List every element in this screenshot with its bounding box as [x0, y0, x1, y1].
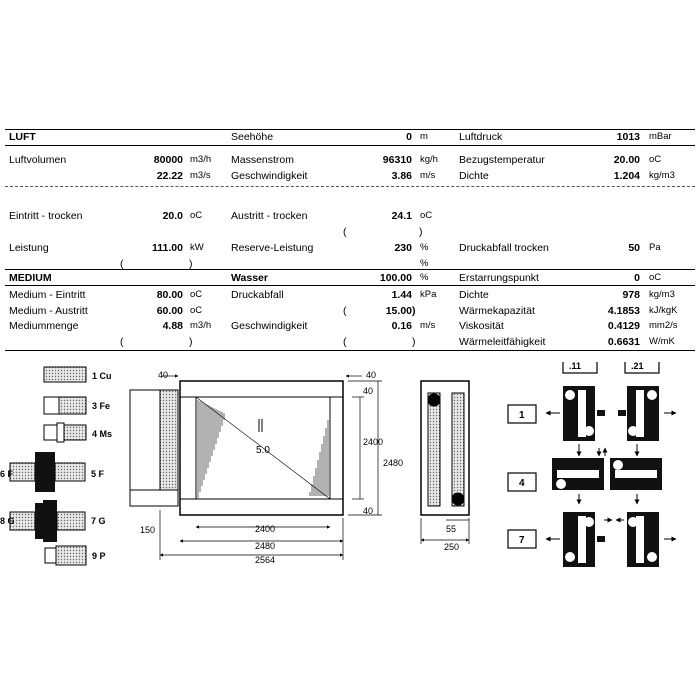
- viskos-unit: mm2/s: [649, 320, 678, 331]
- seehoehe-unit: m: [420, 131, 428, 142]
- medium-type-unit: %: [420, 272, 429, 283]
- austritt-unit: oC: [420, 210, 433, 221]
- dim-2400-h: 2400: [255, 524, 276, 534]
- box-7-label: 7: [519, 535, 525, 546]
- massenstrom-unit: kg/h: [420, 154, 438, 165]
- medium-geschw-label: Geschwindigkeit: [231, 320, 308, 332]
- medium-dichte-label: Dichte: [459, 289, 489, 301]
- conn-4-label: 4 Ms: [92, 429, 113, 439]
- bottom-rule: [5, 350, 695, 351]
- luftvolumen-label: Luftvolumen: [9, 154, 67, 166]
- connector-5-6-f: [0, 452, 105, 492]
- medium-austritt-unit: oC: [190, 305, 203, 316]
- luft-header: LUFT: [9, 131, 36, 143]
- leistung-value: 111.00: [152, 242, 183, 254]
- menge-value: 4.88: [162, 320, 183, 332]
- medium-eintritt-unit: oC: [190, 289, 203, 300]
- conn-3-label: 3 Fe: [92, 401, 111, 411]
- medium-header: MEDIUM: [9, 272, 52, 284]
- luftdruck-value: 1013: [616, 131, 640, 143]
- waermeleit-unit: W/mK: [649, 336, 675, 347]
- dim-150: 150: [140, 525, 156, 535]
- conn-8-label: 8 G: [0, 516, 15, 526]
- medium-eintritt-value: 80.00: [156, 289, 183, 301]
- paren-open-1: (: [343, 226, 347, 238]
- dim-2480-v: 2480: [383, 458, 404, 468]
- front-view: [130, 381, 343, 515]
- erstarrung-unit: oC: [649, 272, 662, 283]
- box-1-label: 1: [519, 410, 525, 421]
- menge-unit: m3/h: [190, 320, 212, 331]
- austritt-label: Austritt - trocken: [231, 210, 308, 222]
- medium-druckabfall-unit: kPa: [420, 289, 437, 300]
- connector-1-cu: [44, 367, 112, 382]
- luftdruck-unit: mBar: [649, 131, 672, 142]
- paren-open-4: (: [120, 336, 124, 348]
- luftvolumen-unit-2: m3/s: [190, 170, 211, 181]
- medium-eintritt-label: Medium - Eintritt: [9, 289, 86, 301]
- austritt-value: 24.1: [391, 210, 412, 222]
- conn-6-label: 6 F: [0, 469, 14, 479]
- luftdruck-label: Luftdruck: [459, 131, 503, 143]
- medium-austritt-label: Medium - Austritt: [9, 305, 88, 317]
- medium-geschw-value: 0.16: [391, 320, 412, 332]
- medium-type-label: Wasser: [231, 272, 268, 284]
- dim-2400-v: 2400: [363, 437, 384, 447]
- medium-header-rule: [5, 285, 695, 286]
- dim-40-tr: 40: [366, 370, 377, 380]
- dim-40-tl: 40: [158, 370, 169, 380]
- box-21-label: .21: [631, 362, 644, 371]
- conn-7-label: 7 G: [91, 516, 106, 526]
- medium-type-value: 100.00: [379, 272, 412, 284]
- paren-close-1: ): [419, 226, 423, 238]
- box-11-label: .11: [569, 362, 582, 371]
- conn-9-label: 9 P: [92, 551, 106, 561]
- waermekap-value: 4.1853: [607, 305, 640, 317]
- luft-header-rule: [5, 145, 695, 146]
- dichte-value: 1.204: [613, 170, 640, 182]
- dim-40-r1: 40: [363, 386, 374, 396]
- medium-dichte-unit: kg/m3: [649, 289, 675, 300]
- massenstrom-label: Massenstrom: [231, 154, 295, 166]
- luft-divider: [5, 186, 695, 187]
- paren-close-3: ): [412, 305, 416, 317]
- leistung-label: Leistung: [9, 242, 49, 254]
- druckabfall-unit: Pa: [649, 242, 661, 253]
- connector-7-8-g: [0, 500, 106, 542]
- waermeleit-label: Wärmeleitfähigkeit: [459, 336, 546, 348]
- conn-1-label: 1 Cu: [92, 371, 112, 381]
- conn-5-label: 5 F: [91, 469, 105, 479]
- reserve-percent-2: %: [420, 258, 429, 269]
- druckabfall-label: Druckabfall trocken: [459, 242, 549, 254]
- dichte-unit: kg/m3: [649, 170, 675, 181]
- waermekap-unit: kJ/kgK: [649, 305, 678, 316]
- technical-drawing: [0, 362, 700, 582]
- dim-2480-h: 2480: [255, 541, 276, 551]
- box-4-label: 4: [519, 478, 525, 489]
- top-rule: [5, 129, 695, 130]
- viskos-label: Viskosität: [459, 320, 504, 332]
- paren-close-5: ): [412, 336, 416, 348]
- dim-40-r2: 40: [363, 506, 374, 516]
- bezugstemp-value: 20.00: [613, 154, 640, 166]
- medium-dichte-value: 978: [622, 289, 640, 301]
- luftvolumen-value: 80000: [153, 154, 183, 166]
- druckabfall-value: 50: [628, 242, 640, 254]
- arrangement-diagrams: [508, 362, 676, 567]
- seehoehe-label: Seehöhe: [231, 131, 274, 143]
- bezugstemp-label: Bezugstemperatur: [459, 154, 545, 166]
- medium-geschw-unit: m/s: [420, 320, 436, 331]
- erstarrung-label: Erstarrungspunkt: [459, 272, 539, 284]
- erstarrung-value: 0: [634, 272, 640, 284]
- medium-paren-value: 15.00: [385, 305, 412, 317]
- connector-9-p: [45, 546, 106, 565]
- paren-close-2: ): [189, 258, 193, 270]
- waermeleit-value: 0.6631: [607, 336, 640, 348]
- leistung-unit: kW: [190, 242, 204, 253]
- medium-top-rule: [5, 269, 695, 270]
- eintritt-unit: oC: [190, 210, 203, 221]
- seehoehe-value: 0: [406, 131, 412, 143]
- geschw-label: Geschwindigkeit: [231, 170, 308, 182]
- connector-3-fe: [44, 397, 110, 414]
- reserve-value: 230: [394, 242, 412, 254]
- bezugstemp-unit: oC: [649, 154, 662, 165]
- eintritt-label: Eintritt - trocken: [9, 210, 83, 222]
- paren-open-2: (: [120, 258, 124, 270]
- menge-label: Mediummenge: [9, 320, 79, 332]
- medium-druckabfall-value: 1.44: [391, 289, 412, 301]
- connector-4-ms: [44, 423, 112, 442]
- dichte-label: Dichte: [459, 170, 489, 182]
- dim-5: 5.0: [256, 445, 270, 456]
- dim-250: 250: [444, 542, 460, 552]
- dim-55: 55: [446, 524, 457, 534]
- luftvolumen-unit: m3/h: [190, 154, 212, 165]
- dim-2564: 2564: [255, 555, 276, 565]
- waermekap-label: Wärmekapazität: [459, 305, 535, 317]
- paren-close-4: ): [189, 336, 193, 348]
- paren-open-5: (: [343, 336, 347, 348]
- massenstrom-value: 96310: [382, 154, 412, 166]
- reserve-unit: %: [420, 242, 429, 253]
- medium-druckabfall-label: Druckabfall: [231, 289, 284, 301]
- medium-austritt-value: 60.00: [156, 305, 183, 317]
- luftvolumen-value-2: 22.22: [156, 170, 183, 182]
- viskos-value: 0.4129: [607, 320, 640, 332]
- geschw-value: 3.86: [391, 170, 412, 182]
- geschw-unit: m/s: [420, 170, 436, 181]
- eintritt-value: 20.0: [162, 210, 183, 222]
- paren-open-3: (: [343, 305, 347, 317]
- reserve-label: Reserve-Leistung: [231, 242, 314, 254]
- side-view: [421, 381, 469, 544]
